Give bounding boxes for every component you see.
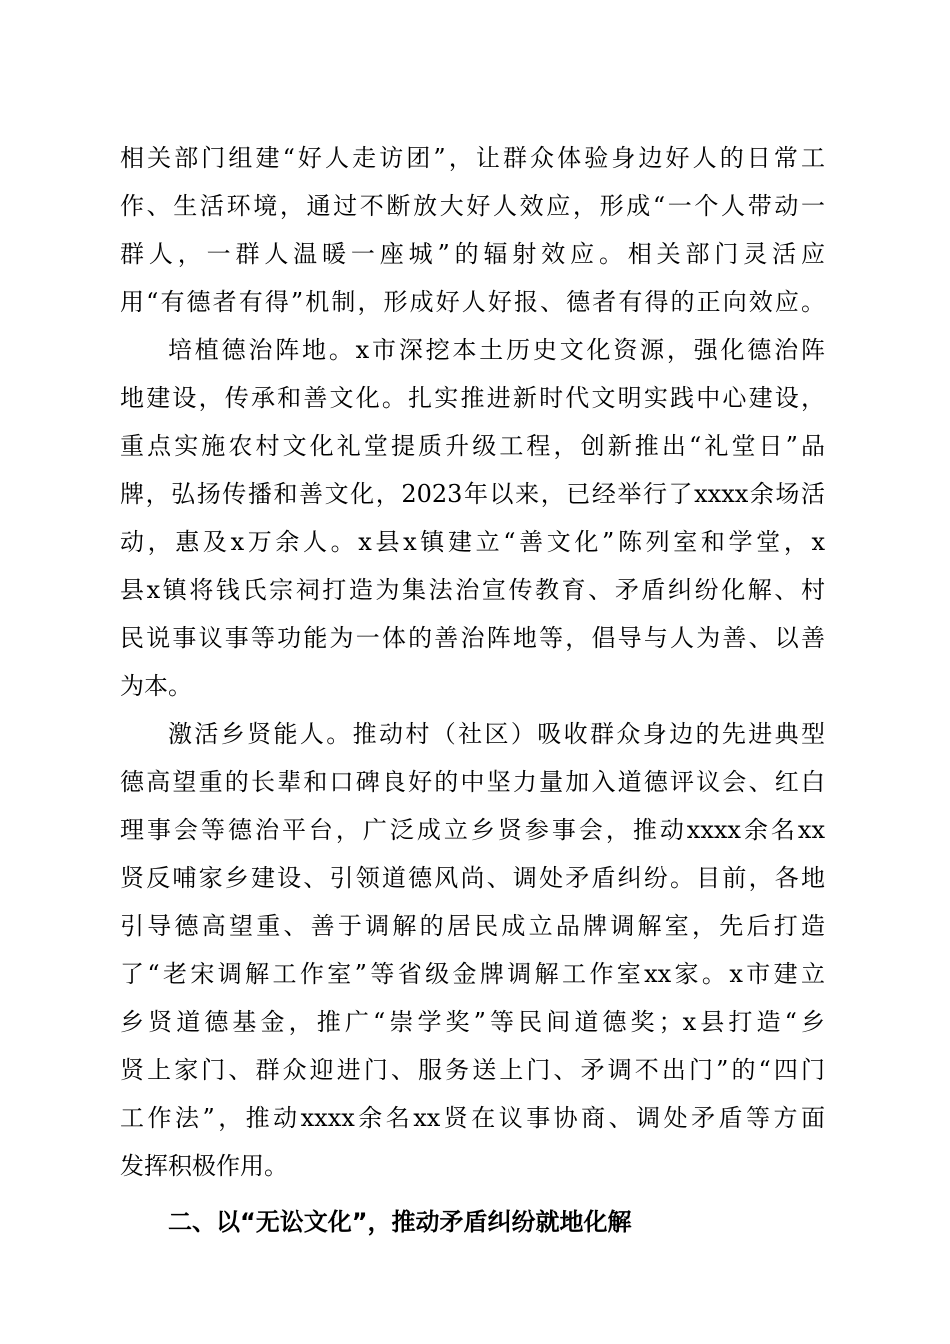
paragraph-1-line-3: 群人，一群人温暖一座城”的辐射效应。相关部门灵活应 <box>120 240 825 268</box>
paragraph-3-line-4: 贤反哺家乡建设、引领道德风尚、调处矛盾纠纷。目前，各地 <box>120 864 825 892</box>
paragraph-3-line-8: 贤上家门、群众迎进门、服务送上门、矛调不出门”的“四门 <box>120 1056 825 1084</box>
paragraph-2-line-1: 培植德治阵地。x市深挖本土历史文化资源，强化德治阵 <box>168 336 825 364</box>
paragraph-2-line-3: 重点实施农村文化礼堂提质升级工程，创新推出“礼堂日”品 <box>120 432 825 460</box>
section-heading: 二、以“无讼文化”，推动矛盾纠纷就地化解 <box>168 1208 632 1236</box>
paragraph-1-line-2: 作、生活环境，通过不断放大好人效应，形成“一个人带动一 <box>120 192 825 220</box>
paragraph-3-line-1: 激活乡贤能人。推动村（社区）吸收群众身边的先进典型 <box>168 720 825 748</box>
paragraph-2-line-5: 动，惠及x万余人。x县x镇建立“善文化”陈列室和学堂，x <box>120 528 825 556</box>
paragraph-3-line-2: 德高望重的长辈和口碑良好的中坚力量加入道德评议会、红白 <box>120 768 825 796</box>
paragraph-1-line-4: 用“有德者有得”机制，形成好人好报、德者有得的正向效应。 <box>120 288 825 316</box>
paragraph-3-line-9: 工作法”，推动xxxx余名xx贤在议事协商、调处矛盾等方面 <box>120 1104 825 1132</box>
paragraph-3-line-7: 乡贤道德基金，推广“崇学奖”等民间道德奖；x县打造“乡 <box>120 1008 825 1036</box>
paragraph-3-line-10: 发挥积极作用。 <box>120 1152 288 1180</box>
paragraph-1-line-1: 相关部门组建“好人走访团”，让群众体验身边好人的日常工 <box>120 144 825 172</box>
paragraph-3-line-3: 理事会等德治平台，广泛成立乡贤参事会，推动xxxx余名xx <box>120 816 825 844</box>
paragraph-2-line-6: 县x镇将钱氏宗祠打造为集法治宣传教育、矛盾纠纷化解、村 <box>120 576 825 604</box>
paragraph-2-line-8: 为本。 <box>120 672 192 700</box>
paragraph-2-line-2: 地建设，传承和善文化。扎实推进新时代文明实践中心建设， <box>120 384 825 412</box>
paragraph-2-line-7: 民说事议事等功能为一体的善治阵地等，倡导与人为善、以善 <box>120 624 825 652</box>
paragraph-3-line-6: 了“老宋调解工作室”等省级金牌调解工作室xx家。x市建立 <box>120 960 825 988</box>
paragraph-3-line-5: 引导德高望重、善于调解的居民成立品牌调解室，先后打造 <box>120 912 825 940</box>
paragraph-2-line-4: 牌，弘扬传播和善文化，2023年以来，已经举行了xxxx余场活 <box>120 480 825 508</box>
